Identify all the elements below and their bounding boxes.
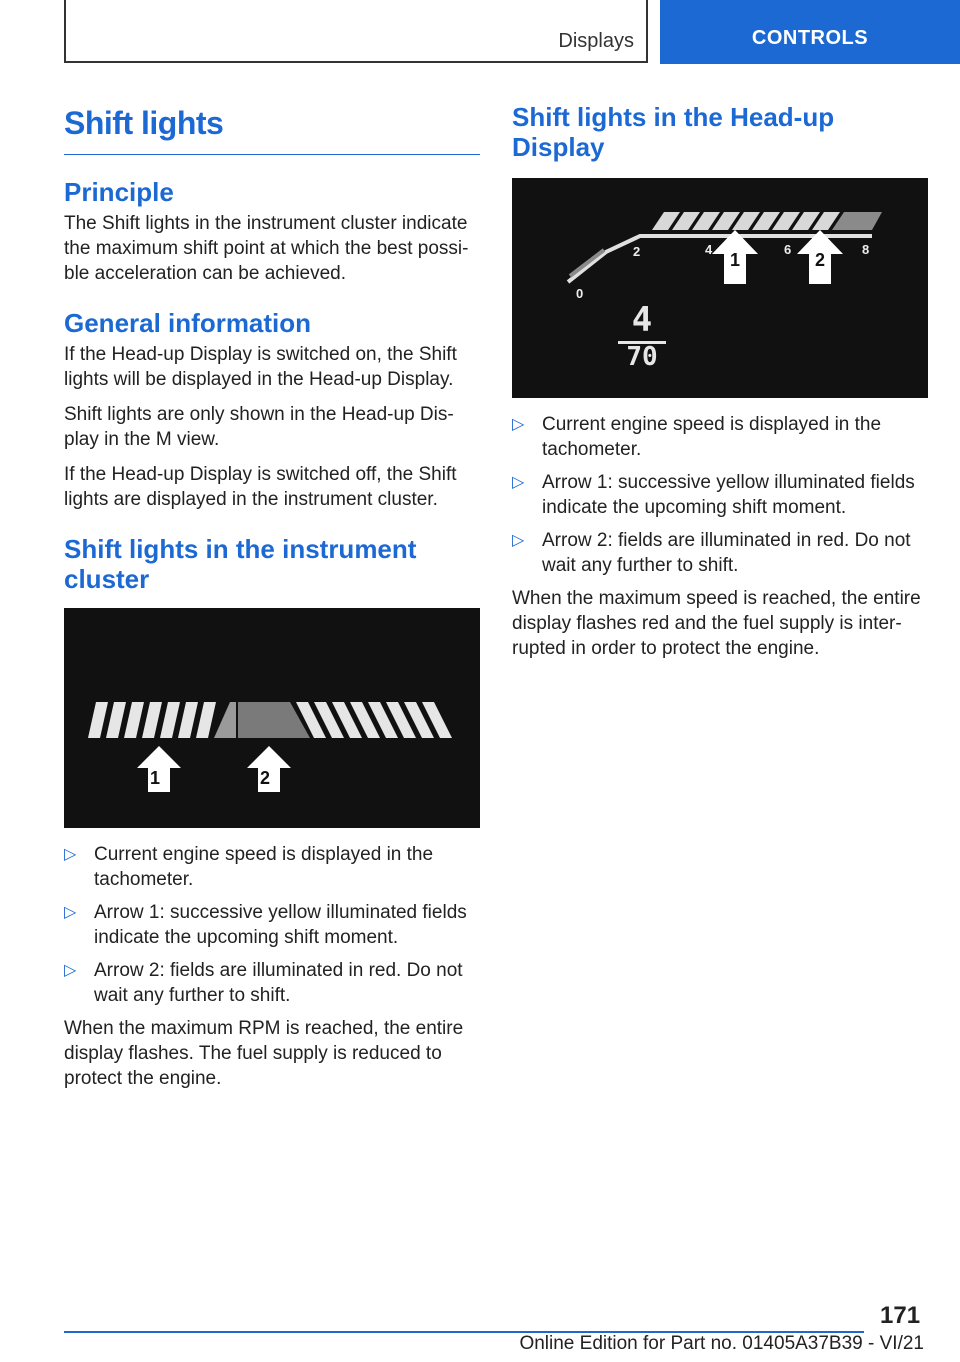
hud-closing-text: When the maximum speed is reached, the entire display flashes red and the fuel supply is inter‐ rupted in order to protect the engine.: [512, 588, 921, 659]
scale-label-4: 4: [705, 242, 713, 257]
principle-heading: Principle: [64, 177, 174, 207]
scale-label-2: 2: [633, 244, 641, 259]
general-info-heading: General information: [64, 308, 312, 338]
general-info-paragraph: Shift lights are only shown in the Head-up Dis‐ play in the M view.: [64, 404, 454, 450]
arrow-2-label: 2: [260, 768, 271, 788]
list-item: ▷ Arrow 1: successive yellow illuminated fields indicate the upcoming shift moment.: [512, 472, 915, 518]
page-number: 171: [880, 1302, 921, 1329]
list-item: ▷ Arrow 2: fields are illuminated in red. Do not wait any further to shift.: [64, 960, 463, 1006]
speed-readout: 70: [626, 342, 658, 372]
page-title: Shift lights: [64, 100, 480, 155]
cluster-closing-text: When the maximum RPM is reached, the entire display flashes. The fuel supply is reduced to protect the engine.: [64, 1018, 464, 1089]
instrument-cluster-figure: [64, 608, 480, 828]
head-up-display-figure: [512, 178, 928, 398]
principle-text: The Shift lights in the instrument cluster indicate the maximum shift point at which the best possi‐ ble acceleration can be achieved.: [64, 213, 469, 284]
triangle-bullet-icon: ▷: [512, 532, 525, 549]
triangle-bullet-icon: ▷: [64, 904, 77, 921]
cluster-heading: Shift lights in the instrument cluster: [64, 534, 417, 594]
triangle-bullet-icon: ▷: [512, 474, 525, 491]
general-info-paragraph: If the Head-up Display is switched on, the Shift lights will be displayed in the Head-up Display.: [64, 344, 457, 390]
general-info-paragraph: If the Head-up Display is switched off, the Shift lights are displayed in the instrument cluster.: [64, 464, 457, 510]
hud-arrow-1-label: 1: [730, 250, 741, 270]
left-column: [64, 100, 480, 1101]
scale-label-6: 6: [784, 242, 792, 257]
list-item: ▷ Current engine speed is displayed in the tachometer.: [64, 844, 434, 890]
triangle-bullet-icon: ▷: [64, 846, 77, 863]
right-column: [512, 100, 928, 671]
triangle-bullet-icon: ▷: [64, 962, 77, 979]
arrow-1-label: 1: [150, 768, 161, 788]
triangle-bullet-icon: ▷: [512, 416, 525, 433]
footer-edition: Online Edition for Part no. 01405A37B39 - VI/21: [519, 1333, 924, 1354]
hud-arrow-2-label: 2: [815, 250, 826, 270]
cluster-bullet-list: [64, 842, 480, 1008]
header-section-label: Displays: [558, 30, 634, 52]
hud-bullet-list: [512, 412, 928, 578]
scale-label-0: 0: [576, 286, 584, 301]
list-item: ▷ Arrow 1: successive yellow illuminated fields indicate the upcoming shift moment.: [64, 902, 467, 948]
hud-shift-segments: [652, 212, 882, 230]
scale-label-8: 8: [862, 242, 870, 257]
hud-heading: Shift lights in the Head-up Display: [512, 102, 835, 162]
shift-light-segments: [88, 702, 452, 738]
gear-indicator: 4: [631, 300, 653, 340]
list-item: ▷ Arrow 2: fields are illuminated in red. Do not wait any further to shift.: [512, 530, 911, 576]
header-chapter-tab[interactable]: [660, 0, 960, 64]
chapter-tab-label: CONTROLS: [751, 26, 869, 49]
list-item: ▷ Current engine speed is displayed in the tachometer.: [512, 414, 882, 460]
